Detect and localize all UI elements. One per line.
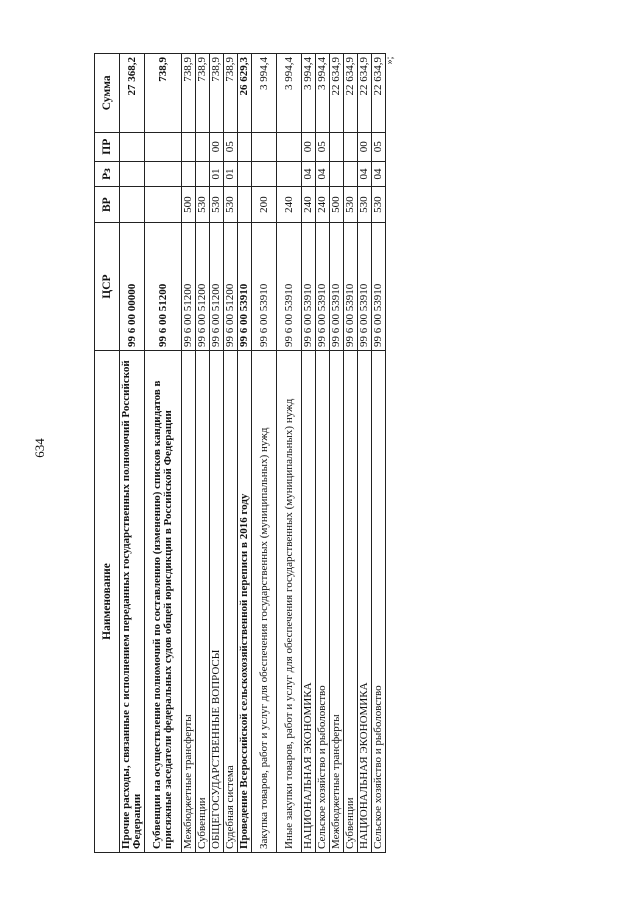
cell-name: Субвенции	[344, 350, 358, 852]
cell-sum: 22 634,9	[358, 54, 372, 133]
cell-sum: 738,9	[210, 54, 224, 133]
cell-sum: 738,9	[196, 54, 210, 133]
cell-sum: 738,9	[224, 54, 238, 133]
cell-sum: 738,9	[182, 54, 196, 133]
cell-pr	[120, 132, 145, 161]
cell-name: Судебная система	[224, 350, 238, 852]
cell-vr: 530	[358, 187, 372, 223]
cell-csr: 99 6 00 51200	[196, 223, 210, 351]
cell-csr: 99 6 00 51200	[182, 223, 196, 351]
cell-pr	[196, 132, 210, 161]
cell-csr: 99 6 00 53910	[238, 223, 252, 351]
table-row	[182, 54, 196, 853]
cell-sum: 738,9	[145, 54, 182, 133]
cell-name: Межбюджетные трансферты	[330, 350, 344, 852]
page-number: 634	[31, 438, 47, 458]
cell-name: ОБЩЕГОСУДАРСТВЕННЫЕ ВОПРОСЫ	[210, 350, 224, 852]
cell-vr: 200	[252, 187, 277, 223]
cell-pr	[330, 132, 344, 161]
cell-pr	[145, 132, 182, 161]
cell-name: Сельское хозяйство и рыболовство	[372, 350, 386, 852]
cell-name: Проведение Всероссийской сельскохозяйственной переписи в 2016 году	[238, 350, 252, 852]
cell-csr: 99 6 00 53910	[358, 223, 372, 351]
cell-pr: 05	[224, 132, 238, 161]
cell-rz	[120, 161, 145, 186]
table-body	[120, 54, 386, 853]
cell-rz: 04	[358, 161, 372, 186]
cell-sum: 3 994,4	[316, 54, 330, 133]
cell-csr: 99 6 00 53910	[252, 223, 277, 351]
cell-rz	[182, 161, 196, 186]
cell-rz: 01	[224, 161, 238, 186]
cell-vr: 530	[196, 187, 210, 223]
cell-vr: 500	[182, 187, 196, 223]
cell-csr: 99 6 00 00000	[120, 223, 145, 351]
table-row	[120, 54, 145, 853]
table-row	[344, 54, 358, 853]
table-row	[238, 54, 252, 853]
cell-name: Межбюджетные трансферты	[182, 350, 196, 852]
table-row	[145, 54, 182, 853]
cell-csr: 99 6 00 53910	[344, 223, 358, 351]
cell-name: НАЦИОНАЛЬНАЯ ЭКОНОМИКА	[302, 350, 316, 852]
budget-table-container	[94, 53, 386, 853]
cell-rz: 04	[316, 161, 330, 186]
cell-vr: 500	[330, 187, 344, 223]
table-row	[316, 54, 330, 853]
cell-vr	[145, 187, 182, 223]
cell-rz	[196, 161, 210, 186]
cell-vr	[238, 187, 252, 223]
cell-name: Иные закупки товаров, работ и услуг для обеспечения государственных (муниципальных) нужд	[277, 350, 302, 852]
cell-rz: 04	[302, 161, 316, 186]
table-row	[224, 54, 238, 853]
header-vr: ВР	[95, 187, 120, 223]
cell-vr: 240	[302, 187, 316, 223]
cell-name: Субвенции на осуществление полномочий по составлению (изменению) списков кандидатов в присяжные заседатели федеральных судов общей юрисдикции в Российской Федерации	[145, 350, 182, 852]
cell-pr	[252, 132, 277, 161]
cell-csr: 99 6 00 53910	[372, 223, 386, 351]
cell-pr: 05	[372, 132, 386, 161]
header-rz: Рз	[95, 161, 120, 186]
table-row	[358, 54, 372, 853]
table-row	[210, 54, 224, 853]
table-row	[196, 54, 210, 853]
cell-rz	[330, 161, 344, 186]
cell-vr: 240	[316, 187, 330, 223]
header-name: Наименование	[95, 350, 120, 852]
table-header-row	[95, 54, 120, 853]
cell-sum: 3 994,4	[302, 54, 316, 133]
header-pr: ПР	[95, 132, 120, 161]
header-csr: ЦСР	[95, 223, 120, 351]
cell-pr	[182, 132, 196, 161]
cell-name: Сельское хозяйство и рыболовство	[316, 350, 330, 852]
cell-rz	[344, 161, 358, 186]
table-row	[372, 54, 386, 853]
cell-csr: 99 6 00 53910	[330, 223, 344, 351]
cell-name: Прочие расходы, связанные с исполнением переданных государственных полномочий Российской Федерации	[120, 350, 145, 852]
table-row	[277, 54, 302, 853]
cell-csr: 99 6 00 53910	[302, 223, 316, 351]
cell-sum: 22 634,9	[372, 54, 386, 133]
table-row	[252, 54, 277, 853]
cell-rz	[145, 161, 182, 186]
header-sum: Сумма	[95, 54, 120, 133]
cell-vr: 530	[224, 187, 238, 223]
cell-pr	[344, 132, 358, 161]
cell-pr: 05	[316, 132, 330, 161]
budget-table	[94, 53, 386, 853]
cell-vr	[120, 187, 145, 223]
corner-mark: »;	[384, 56, 396, 65]
cell-sum: 27 368,2	[120, 54, 145, 133]
cell-sum: 3 994,4	[277, 54, 302, 133]
cell-pr: 00	[302, 132, 316, 161]
cell-name: Субвенции	[196, 350, 210, 852]
cell-rz	[252, 161, 277, 186]
table-row	[330, 54, 344, 853]
cell-rz	[238, 161, 252, 186]
cell-csr: 99 6 00 51200	[224, 223, 238, 351]
cell-pr	[277, 132, 302, 161]
cell-sum: 22 634,9	[330, 54, 344, 133]
cell-sum: 3 994,4	[252, 54, 277, 133]
cell-rz: 04	[372, 161, 386, 186]
cell-csr: 99 6 00 51200	[145, 223, 182, 351]
cell-sum: 22 634,9	[344, 54, 358, 133]
cell-rz: 01	[210, 161, 224, 186]
cell-vr: 530	[210, 187, 224, 223]
cell-vr: 530	[372, 187, 386, 223]
cell-pr	[238, 132, 252, 161]
cell-pr: 00	[358, 132, 372, 161]
cell-name: НАЦИОНАЛЬНАЯ ЭКОНОМИКА	[358, 350, 372, 852]
cell-pr: 00	[210, 132, 224, 161]
cell-name: Закупка товаров, работ и услуг для обеспечения государственных (муниципальных) нужд	[252, 350, 277, 852]
cell-csr: 99 6 00 53910	[277, 223, 302, 351]
cell-csr: 99 6 00 51200	[210, 223, 224, 351]
cell-vr: 530	[344, 187, 358, 223]
cell-csr: 99 6 00 53910	[316, 223, 330, 351]
cell-rz	[277, 161, 302, 186]
cell-vr: 240	[277, 187, 302, 223]
table-row	[302, 54, 316, 853]
cell-sum: 26 629,3	[238, 54, 252, 133]
